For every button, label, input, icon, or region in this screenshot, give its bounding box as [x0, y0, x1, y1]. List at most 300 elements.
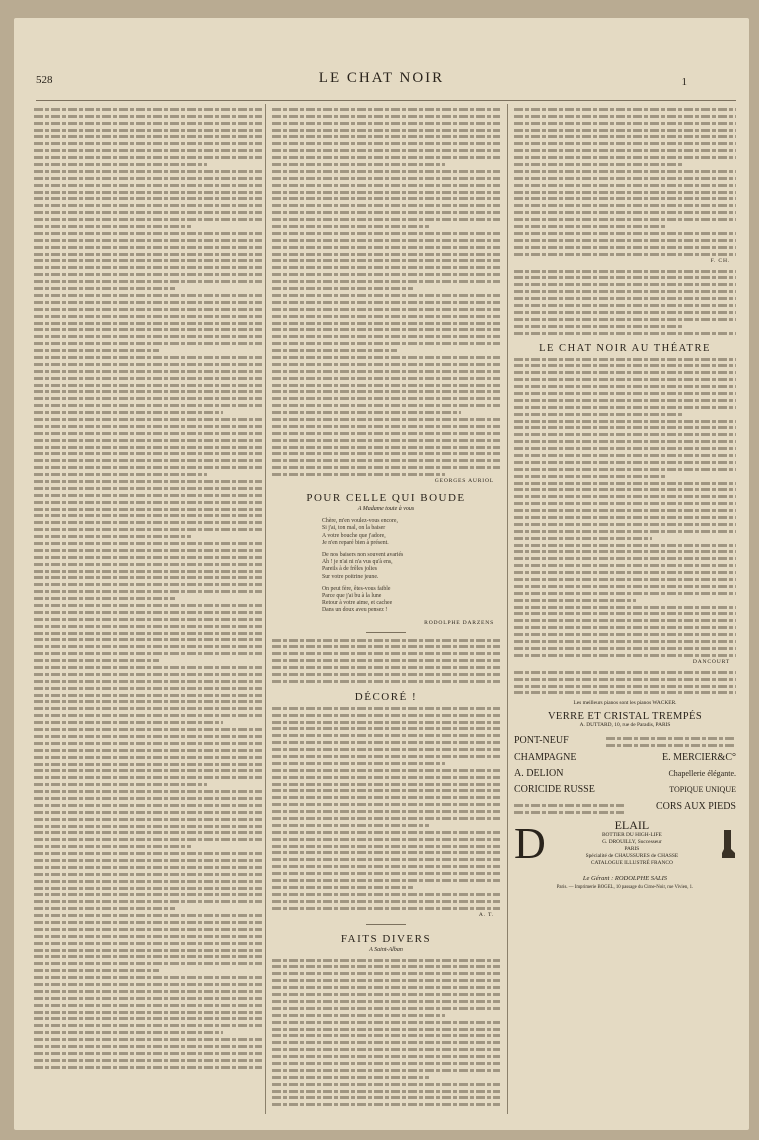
- text-line: [514, 640, 736, 643]
- text-line: [34, 873, 262, 876]
- text-line: [34, 763, 262, 766]
- column-1: [34, 104, 262, 1114]
- text-line: [514, 204, 736, 207]
- text-line: [34, 597, 175, 600]
- text-line: [272, 959, 500, 962]
- text-line: [514, 184, 736, 187]
- text-line: [34, 177, 262, 180]
- text-line: [272, 197, 500, 200]
- text-line: [34, 687, 262, 690]
- text-line: [34, 928, 262, 931]
- poem-line: Dans un doux aveu pensez !: [322, 607, 388, 614]
- text-line: [34, 253, 262, 256]
- text-line: [34, 521, 262, 524]
- text-line: [514, 392, 736, 395]
- text-line: [34, 969, 159, 972]
- text-line: [34, 156, 262, 159]
- text-line: [272, 965, 500, 968]
- text-line: [34, 294, 262, 297]
- text-line: [34, 831, 262, 834]
- text-line: [514, 550, 736, 553]
- section-separator: [366, 632, 406, 633]
- text-line: [272, 845, 500, 848]
- text-line: [514, 612, 736, 615]
- text-line: [514, 177, 736, 180]
- text-line: [514, 135, 736, 138]
- text-line: [514, 426, 736, 429]
- text-line: [34, 1004, 262, 1007]
- text-line: [34, 418, 262, 421]
- text-line: [272, 204, 500, 207]
- text-line: [514, 557, 736, 560]
- text-line: [514, 633, 736, 636]
- text-line: [34, 776, 262, 779]
- text-line: [272, 810, 500, 813]
- text-line: [272, 1069, 500, 1072]
- text-line: [514, 304, 736, 307]
- text-line: [272, 328, 500, 331]
- text-line: [272, 796, 500, 799]
- piano-ad: Les meilleurs pianos sont les pianos WACKER.: [573, 700, 677, 707]
- text-line: [272, 280, 500, 283]
- text-line: [34, 149, 262, 152]
- text-line: [272, 232, 500, 235]
- text-line: [514, 332, 736, 335]
- text-line: [34, 487, 262, 490]
- text-line: [34, 452, 262, 455]
- text-line: [514, 399, 736, 402]
- text-line: [514, 564, 736, 567]
- text-line: [272, 335, 500, 338]
- text-line: [34, 501, 262, 504]
- text-line: [34, 852, 262, 855]
- delion-ad: [514, 768, 736, 779]
- text-line: [272, 287, 413, 290]
- signature-at: A. T.: [478, 911, 494, 918]
- delail-name: ELAIL: [614, 817, 650, 832]
- text-line: [272, 879, 500, 882]
- theatre-body-text: [514, 358, 736, 657]
- text-line: [514, 253, 736, 256]
- text-line: [272, 273, 500, 276]
- text-line: [272, 425, 500, 428]
- text-line: [272, 129, 500, 132]
- text-line: [272, 831, 500, 834]
- text-line: [34, 673, 262, 676]
- text-line: [34, 370, 262, 373]
- text-line: [272, 184, 500, 187]
- text-line: [34, 797, 262, 800]
- printer-line: Paris. — Imprimerie BOGEL, 10 passage du Cirne-Noir, rue Vivien, 1.: [556, 884, 694, 890]
- text-line: [34, 700, 262, 703]
- poem-title: POUR CELLE QUI BOUDE: [306, 492, 466, 505]
- text-line: [272, 390, 500, 393]
- text-line: [272, 865, 500, 868]
- text-line: [34, 804, 262, 807]
- text-line: [514, 468, 736, 471]
- text-line: [272, 645, 500, 648]
- text-line: [272, 851, 500, 854]
- text-line: [514, 385, 736, 388]
- text-line: [34, 563, 262, 566]
- gerant-line: Le Gérant : RODOLPHE SALIS: [582, 874, 668, 882]
- text-line: [34, 142, 262, 145]
- text-line: [514, 509, 736, 512]
- text-line: [272, 776, 500, 779]
- text-line: [34, 191, 262, 194]
- cors-details: [514, 800, 624, 814]
- text-line: [34, 542, 262, 545]
- text-line: [514, 276, 736, 279]
- text-line: [514, 671, 736, 674]
- text-line: [514, 270, 736, 273]
- text-line: [514, 461, 736, 464]
- text-line: [34, 680, 262, 683]
- text-line: [514, 420, 736, 423]
- text-line: [514, 482, 736, 485]
- text-line: [34, 583, 262, 586]
- text-line: [514, 606, 736, 609]
- text-line: [272, 218, 500, 221]
- text-line: [272, 1000, 500, 1003]
- text-line: [272, 439, 500, 442]
- delail-text: [548, 817, 716, 867]
- text-line: [272, 177, 500, 180]
- text-line: [514, 440, 736, 443]
- delail-line: BOTTIER DU HIGH-LIFE: [601, 831, 662, 838]
- column-rule-1: [265, 104, 266, 1114]
- text-line: [34, 363, 262, 366]
- text-line: [34, 328, 262, 331]
- text-line: [272, 411, 461, 414]
- text-line: [34, 866, 262, 869]
- text-line: [34, 659, 159, 662]
- pont-neuf-ad: [514, 733, 736, 747]
- text-line: [514, 115, 736, 118]
- text-line: [272, 734, 500, 737]
- text-line: [34, 880, 262, 883]
- text-line: [34, 976, 262, 979]
- text-line: [514, 163, 683, 166]
- text-line: [514, 502, 736, 505]
- text-line: [34, 783, 207, 786]
- text-line: [34, 949, 262, 952]
- text-line: [514, 211, 736, 214]
- text-line: [272, 769, 500, 772]
- text-line: [272, 301, 500, 304]
- text-line: [34, 135, 262, 138]
- text-line: [34, 390, 262, 393]
- text-line: [34, 638, 262, 641]
- text-line: [514, 170, 736, 173]
- text-line: [272, 384, 500, 387]
- delail-ad: [514, 817, 736, 869]
- delail-line: CATALOGUE ILLUSTRÉ FRANCO: [590, 859, 673, 866]
- text-line: [34, 480, 262, 483]
- text-line: [514, 544, 736, 547]
- text-line: [272, 1021, 500, 1024]
- faits-divers-body-text: [272, 959, 500, 1107]
- poem-line: Parce que j'ai bu à la lune: [322, 592, 382, 599]
- text-line: [34, 170, 262, 173]
- text-line: [272, 838, 500, 841]
- text-line: [272, 225, 429, 228]
- text-line: [34, 273, 262, 276]
- text-line: [272, 149, 500, 152]
- poem: [272, 518, 500, 614]
- text-line: [272, 659, 500, 662]
- text-line: [272, 1041, 500, 1044]
- text-line: [514, 585, 736, 588]
- column-3: [514, 104, 736, 1114]
- text-line: [514, 129, 736, 132]
- text-line: [34, 570, 262, 573]
- column-1-body-text: [34, 108, 262, 1069]
- text-line: [34, 432, 262, 435]
- text-line: [272, 714, 500, 717]
- chapellerie-label: Chapellerie élégante.: [668, 769, 736, 779]
- text-line: [34, 287, 175, 290]
- page-number: 528: [36, 74, 53, 86]
- text-line: [272, 993, 500, 996]
- text-line: [272, 1007, 500, 1010]
- text-line: [34, 845, 191, 848]
- text-line: [514, 678, 736, 681]
- poem-stanza-1: [322, 518, 500, 547]
- text-line: [34, 225, 191, 228]
- text-line: [272, 239, 500, 242]
- text-line: [272, 246, 500, 249]
- text-line: [34, 756, 262, 759]
- text-line: [34, 556, 262, 559]
- text-line: [514, 325, 683, 328]
- text-line: [34, 197, 262, 200]
- text-line: [34, 129, 262, 132]
- text-line: [34, 377, 262, 380]
- text-line: [272, 142, 500, 145]
- text-line: [514, 413, 683, 416]
- text-line: [34, 742, 262, 745]
- poem-stanza-3: [322, 586, 500, 615]
- section-separator: [366, 924, 406, 925]
- text-line: [34, 446, 262, 449]
- text-line: [34, 1024, 262, 1027]
- text-line: [34, 528, 262, 531]
- text-line: [34, 811, 262, 814]
- masthead-title: LE CHAT NOIR: [318, 70, 445, 86]
- text-line: [272, 294, 500, 297]
- text-line: [34, 266, 262, 269]
- advertisements: [514, 711, 736, 890]
- text-line: [272, 979, 500, 982]
- text-line: [514, 691, 736, 694]
- text-line: [514, 571, 736, 574]
- text-line: [272, 432, 500, 435]
- text-line: [272, 986, 500, 989]
- text-line: [272, 315, 500, 318]
- poem-line: Si j'ai, ton mal, on la baiser: [322, 525, 386, 532]
- text-line: [514, 283, 736, 286]
- text-line: [34, 459, 262, 462]
- text-line: [514, 149, 736, 152]
- topique-label: TOPIQUE UNIQUE: [669, 785, 736, 795]
- text-line: [272, 1083, 500, 1086]
- text-line: [272, 900, 500, 903]
- text-line: [272, 886, 413, 889]
- text-line: [272, 349, 397, 352]
- text-line: [272, 163, 445, 166]
- poem-stanza-2: [322, 552, 500, 581]
- text-line: [272, 308, 500, 311]
- text-line: [34, 935, 262, 938]
- text-line: [514, 232, 736, 235]
- text-line: [34, 466, 262, 469]
- text-line: [34, 769, 262, 772]
- delail-line: Spécialité de CHAUSSURES de CHASSE: [585, 852, 679, 859]
- text-line: [514, 654, 736, 657]
- text-line: [272, 1062, 500, 1065]
- text-line: [34, 625, 262, 628]
- column-2: [272, 104, 500, 1114]
- text-line: [34, 893, 262, 896]
- poem-line: De nos baisers non souvent avariés: [322, 551, 404, 558]
- text-line: [34, 356, 262, 359]
- text-line: [34, 204, 262, 207]
- text-line: [514, 311, 736, 314]
- poem-line: Sur votre poitrine jeune.: [322, 573, 379, 580]
- text-line: [272, 1090, 500, 1093]
- text-line: [272, 356, 500, 359]
- text-line: [272, 893, 500, 896]
- text-line: [514, 191, 736, 194]
- poem-line: On peut fère, êtes-vous faible: [322, 585, 391, 592]
- page-header: [14, 68, 749, 92]
- text-line: [34, 239, 262, 242]
- text-line: [514, 599, 636, 602]
- poem-dedication: A Madame toute à vous: [357, 506, 415, 513]
- text-line: [272, 741, 500, 744]
- text-line: [272, 473, 445, 476]
- text-line: [34, 1066, 262, 1069]
- boot-icon: [720, 829, 736, 859]
- text-line: [34, 1059, 262, 1062]
- delail-initial: D: [514, 819, 546, 869]
- text-line: [34, 549, 262, 552]
- text-line: [514, 433, 736, 436]
- text-line: [514, 523, 736, 526]
- text-line: [34, 473, 207, 476]
- champagne-label: CHAMPAGNE: [514, 752, 577, 764]
- text-line: [514, 290, 736, 293]
- mercier-label: E. MERCIER&C°: [661, 752, 736, 764]
- text-line: [514, 475, 667, 478]
- text-line: [34, 308, 262, 311]
- text-line: [34, 618, 262, 621]
- delail-line: PARIS: [624, 845, 640, 852]
- text-line: [34, 122, 262, 125]
- text-line: [34, 838, 262, 841]
- text-line: [34, 818, 262, 821]
- text-line: [272, 748, 500, 751]
- text-line: [34, 232, 262, 235]
- text-line: [272, 824, 429, 827]
- text-line: [272, 1028, 500, 1031]
- column-3-notice-text: [514, 270, 736, 335]
- text-line: [514, 358, 736, 361]
- text-line: [272, 707, 500, 710]
- text-line: [514, 685, 736, 688]
- text-line: [34, 1011, 262, 1014]
- text-line: [34, 825, 262, 828]
- column-2-intro-text: [272, 108, 500, 476]
- text-line: [272, 397, 500, 400]
- text-line: [34, 645, 262, 648]
- delion-label: A. DELION: [514, 768, 564, 780]
- column-rule-2: [507, 104, 508, 1114]
- text-line: [514, 378, 736, 381]
- pont-neuf-label: PONT-NEUF: [514, 734, 569, 746]
- newspaper-page: [14, 18, 749, 1130]
- text-line: [34, 721, 223, 724]
- text-line: [34, 990, 262, 993]
- text-line: [514, 218, 736, 221]
- text-line: [34, 108, 262, 111]
- text-line: [34, 259, 262, 262]
- text-line: [272, 266, 500, 269]
- text-line: [514, 122, 736, 125]
- text-line: [514, 516, 736, 519]
- text-line: [34, 335, 262, 338]
- text-line: [34, 211, 262, 214]
- text-line: [272, 872, 500, 875]
- text-line: [514, 488, 736, 491]
- text-line: [272, 377, 500, 380]
- text-line: [34, 246, 262, 249]
- text-line: [34, 714, 262, 717]
- poem-line: Retour à votre aime, et cachee: [322, 600, 393, 607]
- poem-line: A votre bouche que j'adore,: [322, 532, 386, 539]
- text-line: [514, 804, 624, 807]
- signature-fch: F. CH.: [710, 257, 730, 264]
- faits-divers-dedication: A Saint-Alban: [369, 946, 403, 953]
- text-line: [34, 907, 175, 910]
- column-2-notice-text: [272, 639, 500, 683]
- text-line: [34, 590, 262, 593]
- text-line: [514, 225, 667, 228]
- text-line: [272, 789, 500, 792]
- text-line: [514, 108, 736, 111]
- text-line: [34, 494, 262, 497]
- text-line: [514, 239, 736, 242]
- faits-divers-title: FAITS DIVERS: [340, 932, 432, 945]
- text-line: [272, 259, 500, 262]
- text-line: [34, 514, 262, 517]
- subscription-notice: [514, 671, 736, 695]
- text-line: [272, 370, 500, 373]
- text-line: [514, 197, 736, 200]
- text-line: [34, 184, 262, 187]
- poem-line: Chère, m'en voulez-vous encore,: [322, 518, 398, 525]
- text-line: [272, 817, 500, 820]
- text-line: [34, 439, 262, 442]
- text-line: [34, 694, 262, 697]
- text-line: [272, 1076, 429, 1079]
- text-line: [34, 942, 262, 945]
- text-line: [272, 1055, 500, 1058]
- text-line: [514, 530, 736, 533]
- text-line: [34, 707, 262, 710]
- text-line: [272, 858, 500, 861]
